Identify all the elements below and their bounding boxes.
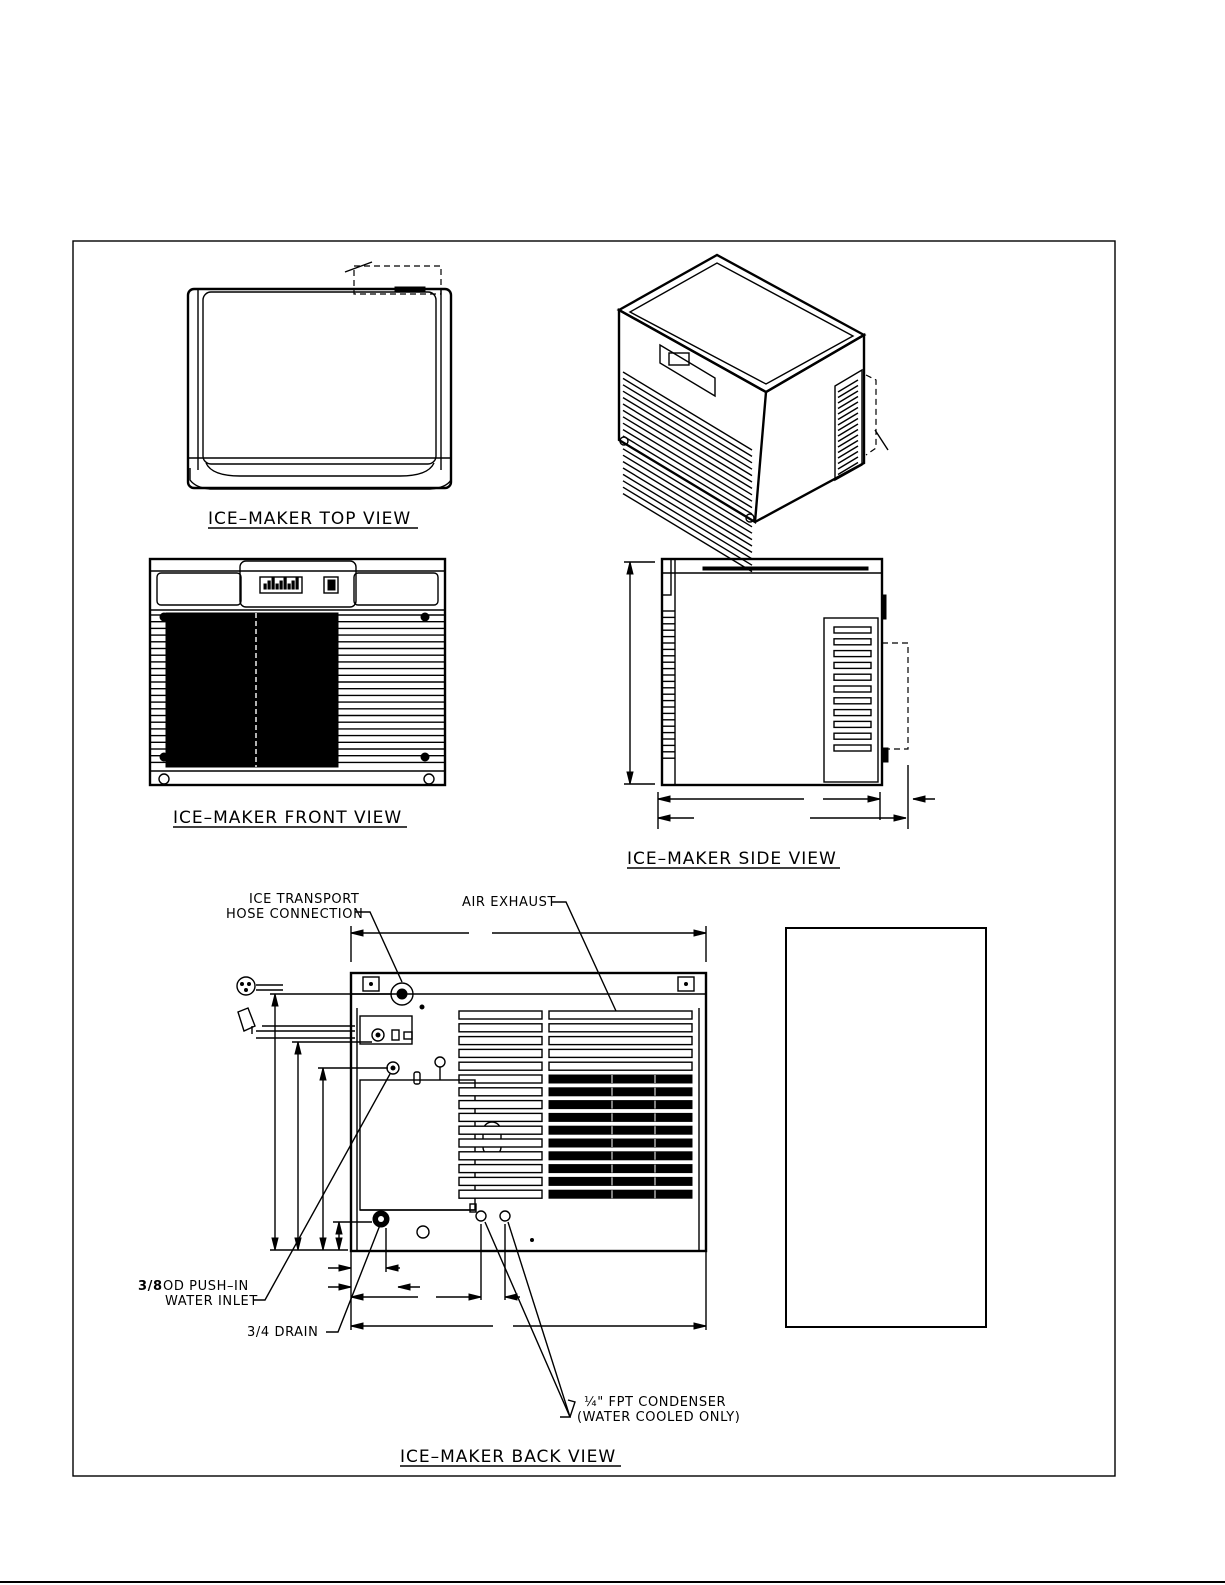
louvre-line xyxy=(623,423,752,501)
back-vent-left xyxy=(459,1113,542,1121)
display-bar xyxy=(264,584,266,589)
condenser-label-2: (WATER COOLED ONLY) xyxy=(577,1410,741,1425)
side-view-title: ICE–MAKER SIDE VIEW xyxy=(627,849,837,869)
display-bar xyxy=(268,581,270,589)
display-bar xyxy=(296,578,298,589)
back-vent-left xyxy=(459,1165,542,1173)
vent-slat xyxy=(838,424,858,436)
isometric-view xyxy=(619,255,888,572)
back-vent-left xyxy=(459,1062,542,1070)
back-vent-right xyxy=(549,1088,692,1096)
vent-slat xyxy=(838,386,858,398)
back-vent-right xyxy=(549,1101,692,1109)
vent-slat xyxy=(838,391,858,403)
back-vent-left xyxy=(459,1049,542,1057)
top-view-title: ICE–MAKER TOP VIEW xyxy=(208,509,412,529)
vent-slat xyxy=(838,408,858,420)
back-vent-left xyxy=(459,1037,542,1045)
back-vent-right xyxy=(549,1049,692,1057)
display-bar xyxy=(272,578,274,589)
back-view-title: ICE–MAKER BACK VIEW xyxy=(400,1447,617,1467)
front-view xyxy=(150,559,445,828)
back-vent-right xyxy=(549,1152,692,1160)
side-vent-slot xyxy=(834,639,871,645)
side-view xyxy=(624,559,935,869)
vent-slat xyxy=(838,435,858,447)
back-vent-right xyxy=(549,1177,692,1185)
louvre-line xyxy=(623,442,752,520)
side-vent-slot xyxy=(834,733,871,739)
vent-slat xyxy=(838,397,858,409)
back-vent-left xyxy=(459,1139,542,1147)
back-vent-right xyxy=(549,1165,692,1173)
vent-slat xyxy=(838,446,858,458)
side-vent-slot xyxy=(834,721,871,727)
vent-slat xyxy=(838,430,858,442)
display-bar xyxy=(284,578,286,589)
back-vent-right xyxy=(549,1075,692,1083)
side-vent-slot xyxy=(834,627,871,633)
drain-label: 3/4 DRAIN xyxy=(247,1325,319,1340)
back-vent-right xyxy=(549,1139,692,1147)
display-bar xyxy=(288,584,290,589)
back-vent-right xyxy=(549,1062,692,1070)
back-vent-left xyxy=(459,1075,542,1083)
side-vent-slot xyxy=(834,651,871,657)
back-vent-left xyxy=(459,1177,542,1185)
air-exhaust-label: AIR EXHAUST xyxy=(462,895,556,910)
louvre-line xyxy=(623,417,752,495)
side-vent-slot xyxy=(834,674,871,680)
water-inlet-label-2: WATER INLET xyxy=(165,1294,258,1309)
side-vent-slot xyxy=(834,698,871,704)
louvre-line xyxy=(623,410,752,488)
display-bar xyxy=(292,581,294,589)
louvre-line xyxy=(623,385,752,463)
louvre-line xyxy=(623,372,752,450)
louvre-line xyxy=(623,404,752,482)
louvre-line xyxy=(623,398,752,476)
side-vent-slot xyxy=(834,686,871,692)
louvre-line xyxy=(623,378,752,456)
top-view xyxy=(188,262,451,529)
louvre-line xyxy=(623,391,752,469)
notes-box xyxy=(786,928,986,1327)
back-vent-left xyxy=(459,1011,542,1019)
louvre-line xyxy=(623,449,752,527)
back-view xyxy=(138,892,740,1467)
back-vent-left xyxy=(459,1152,542,1160)
back-vent-left xyxy=(459,1024,542,1032)
vent-slat xyxy=(838,441,858,453)
louvre-line xyxy=(623,487,752,565)
vent-slat xyxy=(838,413,858,425)
louvre-line xyxy=(623,474,752,552)
side-vent-slot xyxy=(834,662,871,668)
vent-slat xyxy=(838,452,858,464)
front-view-title: ICE–MAKER FRONT VIEW xyxy=(173,808,403,828)
back-vent-right xyxy=(549,1037,692,1045)
vent-slat xyxy=(838,419,858,431)
ice-transport-label: ICE TRANSPORT xyxy=(249,892,360,907)
louvre-line xyxy=(623,481,752,559)
back-vent-left xyxy=(459,1126,542,1134)
back-vent-right xyxy=(549,1113,692,1121)
side-vent-slot xyxy=(834,745,871,751)
back-vent-left xyxy=(459,1101,542,1109)
louvre-line xyxy=(623,468,752,546)
louvre-line xyxy=(623,455,752,533)
back-vent-right xyxy=(549,1190,692,1198)
water-inlet-size-label: 3/8 xyxy=(138,1279,163,1294)
back-vent-left xyxy=(459,1088,542,1096)
louvre-line xyxy=(623,462,752,540)
vent-slat xyxy=(838,402,858,414)
louvre-line xyxy=(623,430,752,508)
back-vent-left xyxy=(459,1190,542,1198)
back-vent-right xyxy=(549,1011,692,1019)
back-vent-right xyxy=(549,1024,692,1032)
water-inlet-label: OD PUSH–IN xyxy=(163,1279,249,1294)
side-vent-slot xyxy=(834,710,871,716)
condenser-label: ¼" FPT CONDENSER xyxy=(584,1395,727,1410)
hose-connection-label: HOSE CONNECTION xyxy=(226,907,364,922)
display-bar xyxy=(280,581,282,589)
louvre-line xyxy=(623,436,752,514)
display-bar xyxy=(276,584,278,589)
back-vent-right xyxy=(549,1126,692,1134)
